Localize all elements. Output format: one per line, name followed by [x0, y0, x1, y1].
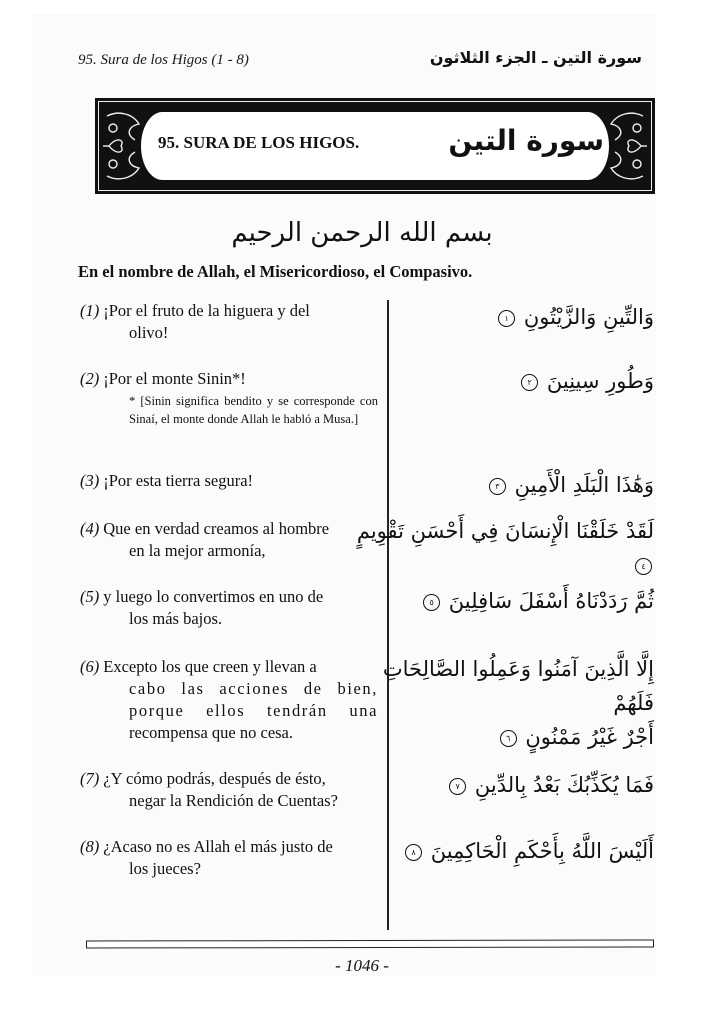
verse-number: (6) [80, 657, 100, 676]
verse-translation-4 [80, 518, 378, 562]
arabic-text: أَلَيْسَ اللَّهُ بِأَحْكَمِ الْحَاكِمِينَ [430, 839, 654, 863]
verse-translation-1 [80, 300, 378, 344]
verse-line: ¡Por el fruto de la higuera y del [103, 301, 310, 320]
verse-arabic-4 [354, 514, 654, 582]
arabic-text: فَمَا يُكَذِّبُكَ بَعْدُ بِالدِّينِ [474, 773, 654, 797]
verse-line: y luego lo convertimos en uno de [103, 587, 324, 606]
arabic-text: وَطُورِ سِينِينَ [546, 369, 654, 393]
verse-line: ¿Acaso no es Allah el más justo de [103, 837, 333, 856]
verse-translation-8 [80, 836, 378, 880]
verse-translation-3 [80, 470, 378, 492]
verse-arabic-1 [374, 300, 654, 334]
verse-translation-5 [80, 586, 378, 630]
ayah-end-marker-icon: ٥ [423, 594, 440, 611]
arabic-text: ثُمَّ رَدَدْنَاهُ أَسْفَلَ سَافِلِينَ [448, 589, 654, 613]
invocation-translation: En el nombre de Allah, el Misericordioso, el Compasivo. [78, 262, 473, 281]
arabic-text: لَقَدْ خَلَقْنَا الْإِنسَانَ فِي أَحْسَنِ تَقْوِيمٍ [356, 519, 654, 543]
footer-rule [86, 940, 654, 949]
verse-line: olivo! [129, 323, 169, 342]
verse-arabic-7 [374, 768, 654, 802]
verse-line: los jueces? [129, 859, 201, 878]
verse-arabic-5 [374, 584, 654, 618]
verse-line: en la mejor armonía, [129, 541, 266, 560]
verse-number: (1) [80, 301, 100, 320]
verse-translation-2 [80, 368, 378, 428]
arabic-text: وَالتِّينِ وَالزَّيْتُونِ [523, 305, 654, 329]
verse-arabic-2 [374, 364, 654, 398]
sura-title: 95. SURA DE LOS HIGOS. [158, 133, 360, 152]
verse-number: (3) [80, 471, 100, 490]
verse-line: los más bajos. [129, 609, 223, 628]
running-title-right: سورة التين ـ الجزء الثلاثون [429, 48, 642, 67]
verse-line: cabo las acciones de bien, [129, 679, 378, 698]
verse-translation-7 [80, 768, 378, 812]
verse-arabic-8 [374, 834, 654, 868]
verse-line: negar la Rendición de Cuentas? [129, 791, 338, 810]
verse-number: (2) [80, 369, 100, 388]
verse-line: ¡Por el monte Sinin*! [103, 369, 246, 388]
verse-arabic-3 [374, 468, 654, 502]
verse-line: porque ellos tendrán una [129, 701, 378, 720]
arabic-text: إِلَّا الَّذِينَ آمَنُوا وَعَمِلُوا الصَّالِحَاتِ فَلَهُمْ [382, 657, 654, 715]
ayah-end-marker-icon: ١ [498, 310, 515, 327]
ayah-end-marker-icon: ٨ [405, 844, 422, 861]
basmala-arabic: بسم الله الرحمن الرحيم [231, 218, 493, 248]
verse-number: (8) [80, 837, 100, 856]
verse-number: (5) [80, 587, 100, 606]
sura-title-arabic: سورة التين [448, 124, 604, 157]
ayah-end-marker-icon: ٣ [489, 478, 506, 495]
verse-line: recompensa que no cesa. [129, 723, 294, 742]
verse-line: ¡Por esta tierra segura! [103, 471, 254, 490]
verse-line: Que en verdad creamos al hombre [103, 519, 330, 538]
verse-line: Excepto los que creen y llevan a [103, 657, 317, 676]
running-title-left: 95. Sura de los Higos (1 - 8) [78, 52, 249, 68]
arabic-text: أَجْرٌ غَيْرُ مَمْنُونٍ [525, 725, 654, 749]
ayah-end-marker-icon: ٦ [500, 730, 517, 747]
verse-number: (7) [80, 769, 100, 788]
page-number: - 1046 - [335, 956, 389, 975]
ayah-end-marker-icon: ٤ [635, 558, 652, 575]
ayah-end-marker-icon: ٧ [449, 778, 466, 795]
footnote: * [Sinin significa bendito y se corresponde con Sinaí, el monte donde Allah le habló a Musa.] [129, 394, 378, 426]
verse-translation-6 [80, 656, 378, 744]
verse-number: (4) [80, 519, 100, 538]
verse-line: ¿Y cómo podrás, después de ésto, [103, 769, 326, 788]
verse-arabic-6 [354, 652, 654, 754]
ayah-end-marker-icon: ٢ [521, 374, 538, 391]
arabic-text: وَهَٰذَا الْبَلَدِ الْأَمِينِ [514, 473, 654, 497]
